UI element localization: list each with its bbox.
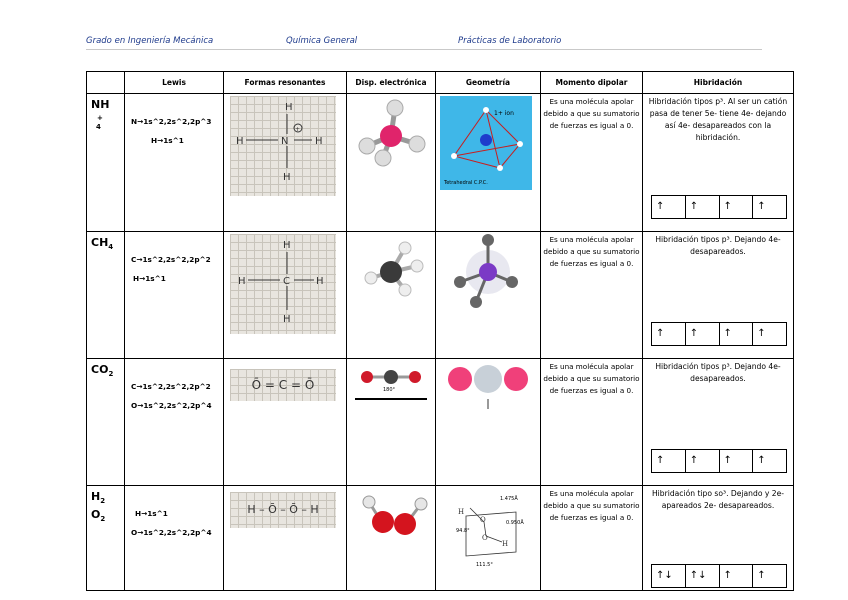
page-header	[86, 36, 762, 50]
svg-text:N: N	[281, 136, 289, 147]
orbital-box: ↑	[720, 196, 754, 218]
molecule-cell: $CH_4$	[87, 232, 125, 359]
ch4-ball-model	[347, 232, 436, 340]
geometry-cell	[436, 359, 541, 486]
electronic-model-cell	[347, 486, 436, 591]
header-cell-resonant: Formas resonantes	[224, 72, 347, 94]
orbital-box: ↑	[652, 450, 686, 472]
hybrid-cell	[643, 359, 794, 486]
orbital-box: ↑	[686, 323, 720, 345]
handwritten-photo	[230, 492, 336, 528]
orbital-box: ↑	[720, 450, 754, 472]
svg-text:H: H	[238, 276, 246, 287]
orbital-boxes	[651, 195, 787, 219]
header-cell-geometry: Geometría	[436, 72, 541, 94]
table-row	[87, 232, 794, 359]
geometry-cell	[436, 94, 541, 232]
geometry-caption: 1+ ion	[494, 110, 514, 117]
electronic-model-cell	[347, 359, 436, 486]
dipole-cell: Es una molécula apolar debido a que su sumatorio de fuerzas es igual a 0.	[541, 232, 643, 359]
orbital-boxes	[651, 322, 787, 346]
hybrid-cell	[643, 94, 794, 232]
lewis-cell: H→1s^1 O→1s^2,2s^2,2p^4	[125, 486, 224, 591]
geometry-diagram	[440, 96, 532, 190]
svg-text:H: H	[502, 540, 509, 548]
table-row	[87, 359, 794, 486]
hybrid-text: Hibridación tipos p³. Dejando 4e- desapareados.	[655, 362, 781, 383]
svg-text:H: H	[315, 136, 323, 147]
svg-text:C: C	[283, 276, 290, 287]
header-divider	[86, 49, 762, 50]
resonant-photo-cell	[224, 94, 347, 232]
geometry-note: Tetrahedral C.P.C.	[444, 180, 488, 186]
header-section: Prácticas de Laboratorio	[458, 36, 562, 46]
lewis-cell: C→1s^2,2s^2,2p^2 H→1s^1	[125, 232, 224, 359]
geometry-label: 0.950Å	[506, 520, 524, 526]
header-cell-empty	[87, 72, 125, 94]
orbital-boxes	[651, 564, 787, 588]
handwritten-photo	[230, 234, 336, 334]
svg-text:H: H	[316, 276, 324, 287]
molecule-cell: $H_2$ $O_2$	[87, 486, 125, 591]
chemistry-table	[86, 71, 794, 591]
svg-text:H: H	[283, 240, 291, 251]
geometry-label: 1.475Å	[500, 496, 518, 502]
svg-text:H: H	[285, 102, 293, 113]
table-row	[87, 486, 794, 591]
photo-text: H – Ō – Ō – H	[247, 503, 319, 516]
molecule-cell: $CO_2$	[87, 359, 125, 486]
table-row	[87, 94, 794, 232]
orbital-box: ↑	[652, 323, 686, 345]
photo-text: Ō = C = Ō	[251, 378, 315, 392]
orbital-box: ↑	[686, 450, 720, 472]
orbital-box: ↑	[720, 565, 754, 587]
orbital-box: ↑	[757, 328, 766, 339]
svg-text:H: H	[458, 508, 465, 516]
hybrid-cell	[643, 486, 794, 591]
hybrid-text: Hibridación tipo so³. Dejando y 2e- apareados 2e- desapareados.	[651, 489, 785, 510]
header-subject: Química General	[286, 36, 358, 46]
orbital-box: ↑	[757, 570, 766, 581]
svg-text:H: H	[236, 136, 244, 147]
orbital-box: ↑	[757, 455, 766, 466]
hybrid-text: Hibridación tipos p³. Al ser un catión pasa de tener 5e- tiene 4e- dejando así 4e- desapareados con la hibridación.	[648, 97, 788, 142]
orbital-box: ↑	[652, 196, 686, 218]
table-header-row	[87, 72, 794, 94]
resonant-photo-cell	[224, 359, 347, 486]
molecule-cell: NH 4 +	[87, 94, 125, 232]
orbital-box: ↑↓	[686, 565, 720, 587]
h2o2-geometry	[436, 486, 541, 572]
lewis-cell: N→1s^2,2s^2,2p^3 H→1s^1	[125, 94, 224, 232]
resonant-photo-cell	[224, 486, 347, 591]
nh4-ball-model	[347, 94, 436, 213]
geometry-cell	[436, 232, 541, 359]
svg-text:O: O	[480, 516, 486, 524]
h2o2-ball-model	[347, 486, 436, 546]
disp-caption: 180°	[383, 387, 396, 393]
header-degree: Grado en Ingeniería Mecánica	[86, 36, 214, 46]
co2-geometry	[436, 359, 541, 419]
resonant-photo-cell	[224, 232, 347, 359]
geometry-label: 111.5°	[476, 562, 493, 568]
dipole-cell: Es una molécula apolar debido a que su sumatorio de fuerzas es igual a 0.	[541, 359, 643, 486]
orbital-box: ↑↓	[652, 565, 686, 587]
svg-text:H: H	[283, 314, 291, 325]
handwritten-photo	[230, 96, 336, 196]
header-cell-lewis: Lewis	[125, 72, 224, 94]
header-cell-dipole: Momento dipolar	[541, 72, 643, 94]
svg-text:H: H	[283, 172, 291, 183]
orbital-box: ↑	[757, 201, 766, 212]
orbital-boxes	[651, 449, 787, 473]
dipole-cell: Es una molécula apolar debido a que su sumatorio de fuerzas es igual a 0.	[541, 94, 643, 232]
lewis-cell: C→1s^2,2s^2,2p^2 O→1s^2,2s^2,2p^4	[125, 359, 224, 486]
orbital-box: ↑	[720, 323, 754, 345]
electronic-model-cell	[347, 94, 436, 232]
electronic-model-cell	[347, 232, 436, 359]
orbital-box: ↑	[686, 196, 720, 218]
handwritten-photo	[230, 369, 336, 401]
dipole-cell: Es una molécula apolar debido a que su sumatorio de fuerzas es igual a 0.	[541, 486, 643, 591]
svg-text:+: +	[295, 126, 301, 133]
hybrid-text: Hibridación tipos p³. Dejando 4e- desapareados.	[655, 235, 781, 256]
hybrid-cell	[643, 232, 794, 359]
geometry-label: 94.8°	[456, 528, 470, 534]
svg-text:O: O	[482, 534, 488, 542]
ch4-geometry	[436, 232, 541, 340]
header-cell-hybrid: Hibridación	[643, 72, 794, 94]
header-cell-electronic: Disp. electrónica	[347, 72, 436, 94]
geometry-cell	[436, 486, 541, 591]
